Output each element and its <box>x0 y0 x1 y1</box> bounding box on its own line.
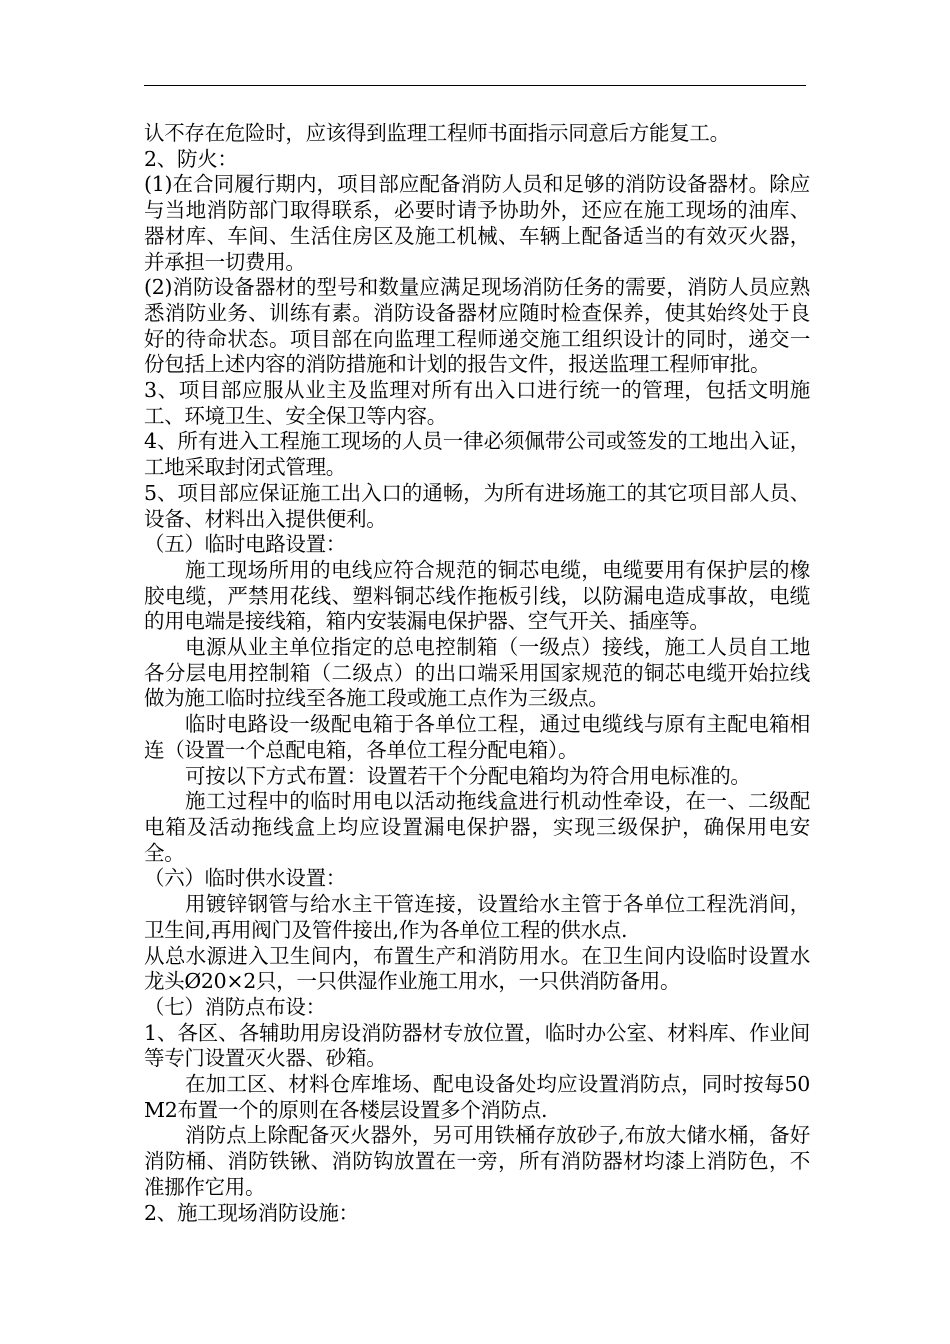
header-rule <box>144 85 806 86</box>
paragraph: 施工现场所用的电线应符合规范的铜芯电缆，电缆要用有保护层的橡胶电缆，严禁用花线、塑料铜芯线作拖板引线，以防漏电造成事故，电缆的用电端是接线箱，箱内安装漏电保护器、空气开关、插座等。 <box>144 557 810 634</box>
paragraph: 可按以下方式布置：设置若干个分配电箱均为符合用电标准的。 <box>185 763 751 788</box>
paragraph: 电源从业主单位指定的总电控制箱（一级点）接线，施工人员自工地各分层电用控制箱（二级点）的出口端采用国家规范的铜芯电缆开始拉线做为施工临时拉线至各施工段或施工点作为三级点。 <box>144 635 810 711</box>
paragraph: 临时电路设一级配电箱于各单位工程，通过电缆线与原有主配电箱相连（设置一个总配电箱，各单位工程分配电箱）。 <box>144 712 810 762</box>
section-heading: 2、施工现场消防设施： <box>144 1200 359 1225</box>
document-body <box>144 121 810 1226</box>
paragraph: 认不存在危险时，应该得到监理工程师书面指示同意后方能复工。 <box>144 121 730 145</box>
paragraph: 4、所有进入工程施工现场的人员一律必须佩带公司或签发的工地出入证，工地采取封闭式管理。 <box>144 429 810 480</box>
paragraph: (2)消防设备器材的型号和数量应满足现场消防任务的需要，消防人员应熟悉消防业务、训练有素。消防设备器材应随时检查保养，使其始终处于良好的待命状态。项目部在向监理工程师递交施工组织设计的同时，递交一份包括上述内容的消防措施和计划的报告文件，报送监理工程师审批。 <box>144 275 810 377</box>
paragraph: 从总水源进入卫生间内，布置生产和消防用水。在卫生间内设临时设置水龙头Ø20×2只，一只供湿作业施工用水，一只供消防备用。 <box>144 943 810 994</box>
paragraph: 1、各区、各辅助用房设消防器材专放位置，临时办公室、材料库、作业间等专门设置灭火器、砂箱。 <box>144 1020 810 1071</box>
paragraph: 在加工区、材料仓库堆场、配电设备处均应设置消防点，同时按每50M2布置一个的原则在各楼层设置多个消防点. <box>144 1072 810 1122</box>
section-heading: （五）临时电路设置： <box>144 532 346 557</box>
paragraph: 施工过程中的临时用电以活动拖线盒进行机动性牵设，在一、二级配电箱及活动拖线盒上均应设置漏电保护器，实现三级保护，确保用电安全。 <box>144 789 810 865</box>
section-heading: 2、防火： <box>144 146 238 171</box>
section-heading: （七）消防点布设： <box>144 994 326 1019</box>
section-heading: （六）临时供水设置： <box>144 866 346 891</box>
paragraph: (1)在合同履行期内，项目部应配备消防人员和足够的消防设备器材。除应与当地消防部门取得联系，必要时请予协助外，还应在施工现场的油库、器材库、车间、生活住房区及施工机械、车辆上配备适当的有效灭火器，并承担一切费用。 <box>144 172 810 274</box>
paragraph: 消防点上除配备灭火器外，另可用铁桶存放砂子,布放大储水桶，备好消防桶、消防铁锹、消防钩放置在一旁，所有消防器材均漆上消防色，不准挪作它用。 <box>144 1123 810 1199</box>
paragraph: 5、项目部应保证施工出入口的通畅，为所有进场施工的其它项目部人员、设备、材料出入提供便利。 <box>144 480 810 531</box>
paragraph: 用镀锌钢管与给水主干管连接，设置给水主管于各单位工程洗消间，卫生间,再用阀门及管件接出,作为各单位工程的供水点. <box>144 892 810 942</box>
paragraph: 3、项目部应服从业主及监理对所有出入口进行统一的管理，包括文明施工、环境卫生、安全保卫等内容。 <box>144 378 810 428</box>
